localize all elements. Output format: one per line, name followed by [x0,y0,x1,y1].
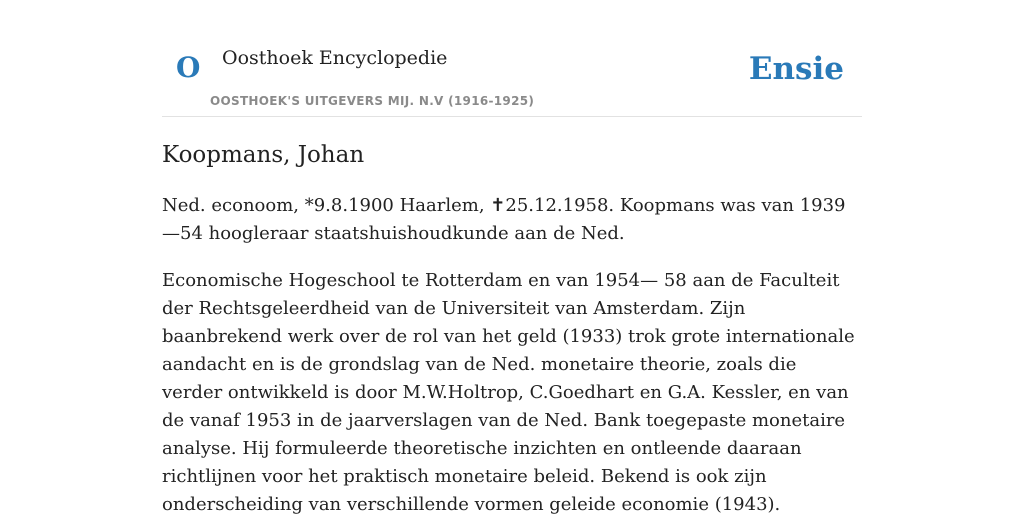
card-header [162,0,862,117]
brand-logo[interactable]: Ensie [748,51,844,87]
entry-title: Koopmans, Johan [162,142,365,168]
entry-paragraph-2: Economische Hogeschool te Rotterdam en van 1954— 58 aan de Faculteit der Rechtsgeleerdheid van de Universiteit van Amsterdam. Zijn baanbrekend werk over de rol van het geld (1933) trok grote internationale aandacht en is de grondslag van de Ned. monetaire theorie, zoals die verder ontwikkeld is door M.W.Holtrop, C.Goedhart en G.A. Kessler, en van de vanaf 1953 in de jaarverslagen van de Ned. Bank toegepaste monetaire analyse. Hij formuleerde theoretische inzichten en ontleende daaraan richtlijnen voor het praktisch monetaire beleid. Bekend is ook zijn onderscheiding van verschillende vormen geleide economie (1943). [162,270,855,515]
logo-letter[interactable]: O [176,51,201,84]
encyclopedia-card [162,0,862,515]
publisher-label: OOSTHOEK'S UITGEVERS MIJ. N.V (1916-1925) [210,94,535,108]
site-title[interactable]: Oosthoek Encyclopedie [222,47,448,69]
entry-paragraph-1: Ned. econoom, *9.8.1900 Haarlem, ✝25.12.1958. Koopmans was van 1939—54 hoogleraar staatshuishoudkunde aan de Ned. [162,195,846,244]
